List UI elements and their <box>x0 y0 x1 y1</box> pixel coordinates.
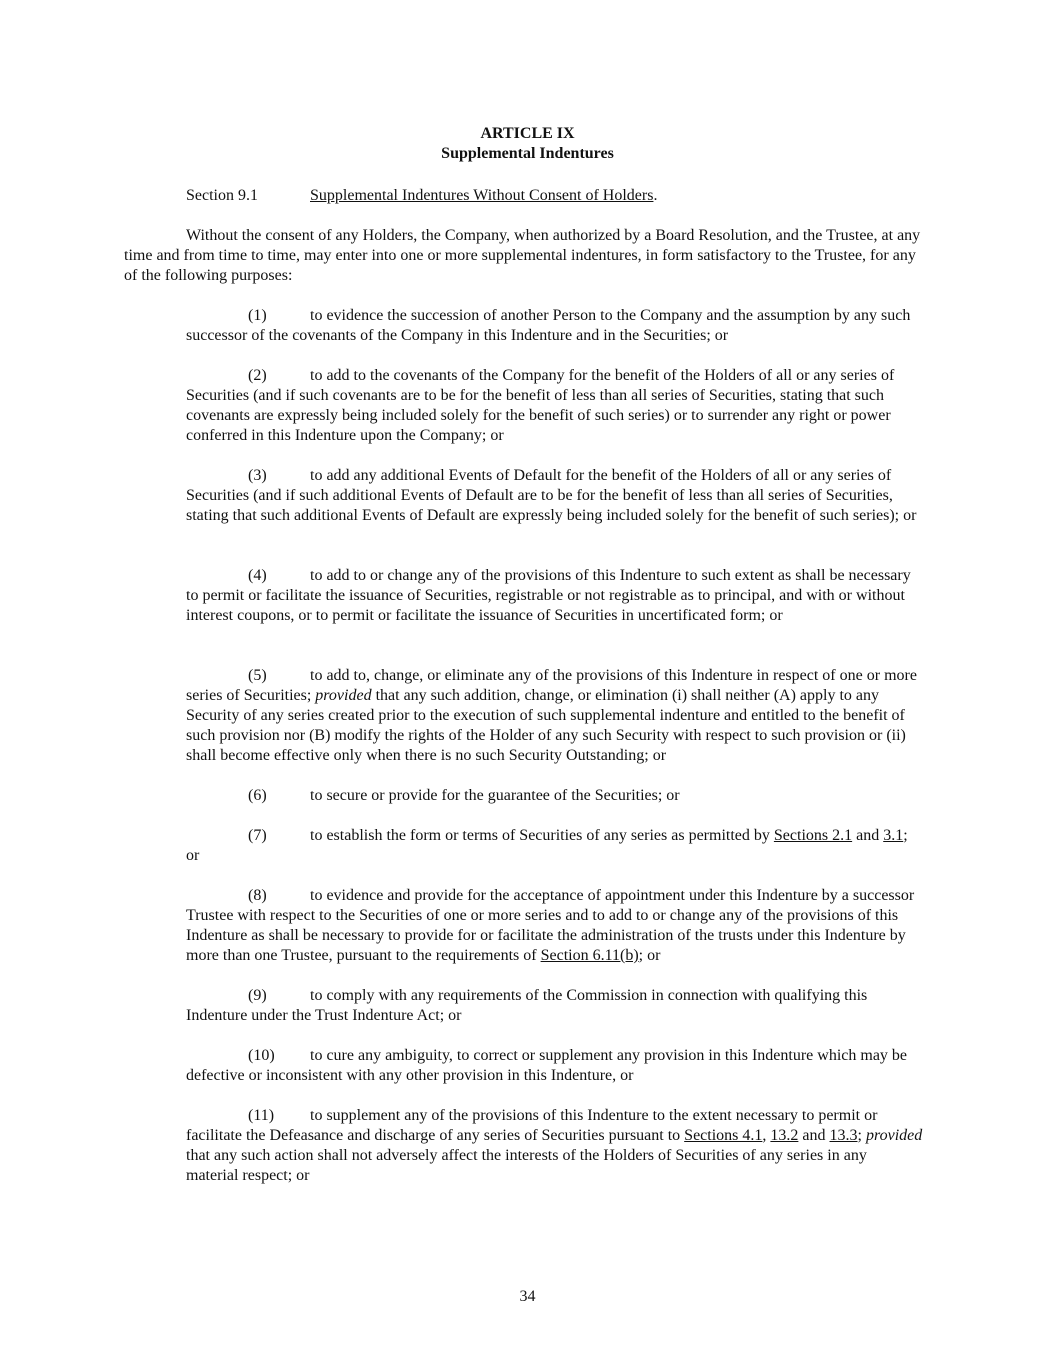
clause-text: to comply with any requirements of the Commission in connection with qualifying this Indenture under the Trust Indenture Act; or <box>186 987 868 1024</box>
clause-text: to secure or provide for the guarantee of the Securities; or <box>310 787 680 804</box>
provided-term: provided <box>315 687 372 704</box>
clause-text-b: ; or <box>638 947 661 964</box>
section-number: Section 9.1 <box>186 187 258 204</box>
clause-9 <box>186 986 923 1026</box>
clause-text: to cure any ambiguity, to correct or supplement any provision in this Indenture which may be defective or inconsistent with any other provision in this Indenture, or <box>186 1047 908 1084</box>
clause-text: to add to the covenants of the Company for the benefit of the Holders of all or any series of Securities (and if such covenants are to be for the benefit of less than all series of Securities, stating that such covenants are expressly being included solely for the benefit of such series) or to surrender any right or power conferred in this Indenture upon the Company; or <box>186 367 895 444</box>
intro-paragraph: Without the consent of any Holders, the Company, when authorized by a Board Resolution, and the Trustee, at any time and from time to time, may enter into one or more supplemental indentures, in form satisfactory to the Trustee, for any of the following purposes: <box>124 227 921 284</box>
clause-number: (2) <box>248 367 267 384</box>
clause-5 <box>186 666 923 766</box>
section-title: Supplemental Indentures Without Consent of Holders <box>310 187 654 204</box>
clause-text-b: ; or <box>186 827 908 864</box>
clause-3 <box>186 466 923 526</box>
clause-10 <box>186 1046 923 1086</box>
section-reference-link[interactable]: Sections 2.1 <box>773 827 853 844</box>
clause-number: (9) <box>248 987 267 1004</box>
clause-text: to evidence the succession of another Person to the Company and the assumption by any such successor of the covenants of the Company in this Indenture and in the Securities; or <box>186 307 911 344</box>
clause-7 <box>186 826 923 866</box>
clause-11 <box>186 1106 923 1186</box>
clause-2 <box>186 366 923 446</box>
article-title: Supplemental Indentures <box>441 145 614 162</box>
section-reference-link[interactable]: Section 6.11(b) <box>540 947 639 964</box>
article-number: ARTICLE IX <box>480 125 575 142</box>
clause-text: to add any additional Events of Default for the benefit of the Holders of all or any series of Securities (and if such additional Events of Default are to be for the benefit of less than all series of Securities, stating that such additional Events of Default are expressly being included solely for the benefit of such series); or <box>186 467 917 524</box>
section-reference-link[interactable]: Sections 4.1 <box>684 1127 763 1144</box>
clause-number: (6) <box>248 787 267 804</box>
section-reference-link[interactable]: 3.1 <box>883 827 904 844</box>
page-number: 34 <box>519 1288 536 1305</box>
clause-number: (4) <box>248 567 267 584</box>
clause-conjunction: and <box>856 827 880 844</box>
clause-number: (3) <box>248 467 267 484</box>
clause-number: (1) <box>248 307 267 324</box>
clause-text-a: to establish the form or terms of Securities of any series as permitted by <box>310 827 770 844</box>
clause-text-a: to evidence and provide for the acceptance of appointment under this Indenture by a successor Trustee with respect to the Securities of one or more series and to add to or change any of the provisions of this Indenture as shall be necessary to provide for or facilitate the administration of the trusts under this Indenture by more than one Trustee, pursuant to the requirements of <box>186 887 915 964</box>
section-title-period: . <box>653 187 658 204</box>
clause-number: (7) <box>248 827 267 844</box>
section-reference-link[interactable]: 13.3 <box>829 1127 858 1144</box>
clause-4 <box>186 566 923 626</box>
clause-text: to add to or change any of the provisions of this Indenture to such extent as shall be necessary to permit or facilitate the issuance of Securities, registrable or not registrable as to principal, and with or without interest coupons, or to permit or facilitate the issuance of Securities in uncertificated form; or <box>186 567 911 624</box>
clause-text-a: to supplement any of the provisions of this Indenture to the extent necessary to permit or facilitate the Defeasance and discharge of any series of Securities pursuant to <box>186 1107 878 1144</box>
clause-8 <box>186 886 923 966</box>
separator: , <box>762 1127 767 1144</box>
clause-number: (11) <box>248 1107 275 1124</box>
clause-conjunction: and <box>802 1127 826 1144</box>
clause-1 <box>186 306 923 346</box>
clause-number: (5) <box>248 667 267 684</box>
clause-6 <box>186 786 923 806</box>
clause-number: (8) <box>248 887 267 904</box>
clause-number: (10) <box>248 1047 275 1064</box>
section-heading <box>186 186 657 206</box>
clause-text-b: that any such addition, change, or elimination (i) shall neither (A) apply to any Security of any series created prior to the execution of such supplemental indenture and entitled to the benefit of such provision nor (B) modify the rights of the Holder of any such Security with respect to such provision or (ii) shall become effective only when there is no such Security Outstanding; or <box>186 687 906 764</box>
section-reference-link[interactable]: 13.2 <box>770 1127 799 1144</box>
clause-text-a: to add to, change, or eliminate any of the provisions of this Indenture in respect of one or more series of Securities; <box>186 667 917 704</box>
separator: ; <box>857 1127 862 1144</box>
provided-term: provided <box>865 1127 923 1144</box>
clause-text-b: that any such action shall not adversely affect the interests of the Holders of Securities of any series in any material respect; or <box>186 1147 867 1184</box>
